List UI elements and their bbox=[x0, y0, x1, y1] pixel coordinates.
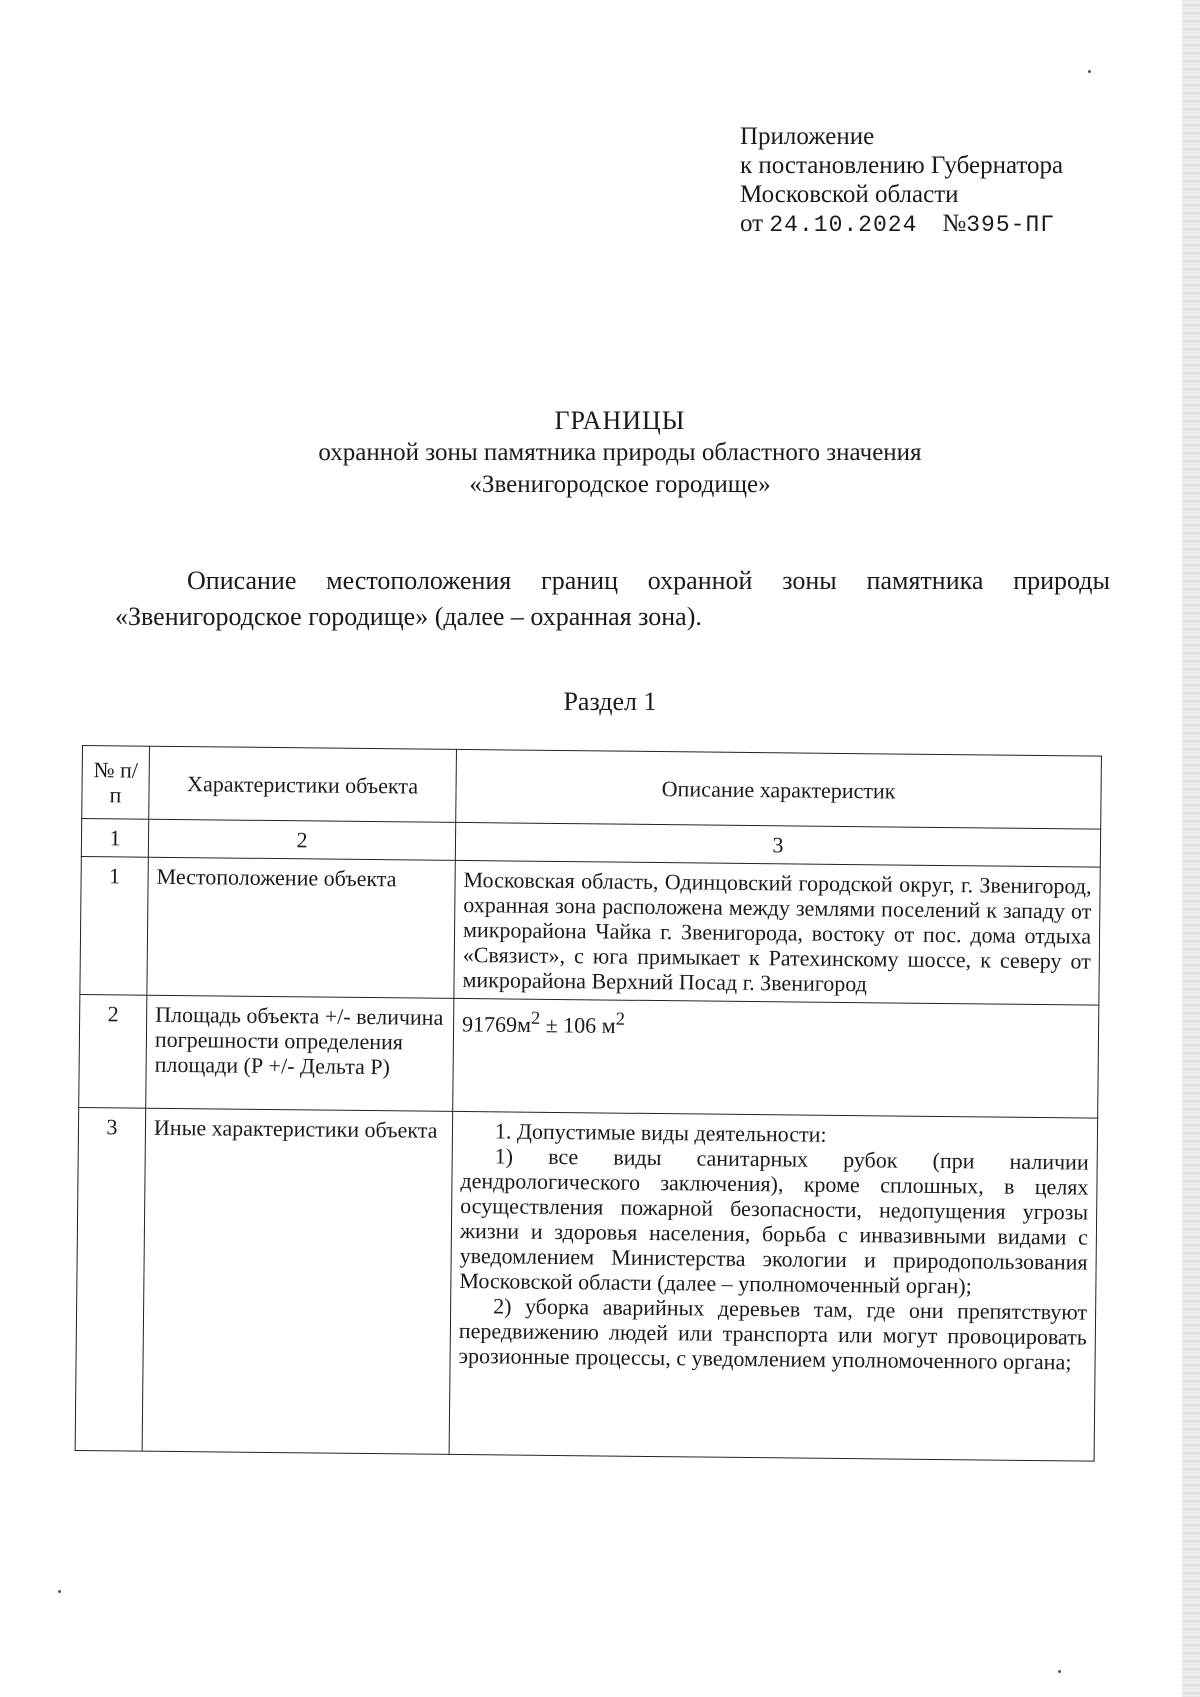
table-row bbox=[79, 994, 1099, 1118]
title-line-2: охранной зоны памятника природы областного значения bbox=[318, 439, 922, 466]
resolution-date: 24.10.2024 bbox=[769, 212, 918, 238]
row-characteristic: Иные характеристики объекта bbox=[142, 1108, 453, 1454]
activity-heading: 1. Допустимые виды деятельности: bbox=[494, 1118, 827, 1147]
document-title bbox=[0, 405, 1200, 501]
resolution-number: 395-ПГ bbox=[966, 212, 1056, 238]
row-description: Московская область, Одинцовский городской округ, г. Звенигород, охранная зона расположена между землями поселений к западу от микрорайона Чайка г. Звенигорода, востоку от пос. дома отдыха «Связист», с юга примыкает к Ратехинскому шоссе, к северу от микрорайона Верхний Посад г. Звенигород bbox=[454, 860, 1100, 1005]
activity-item-1: 1) все виды санитарных рубок (при наличии дендрологического заключения), кроме сплошных, в целях осуществления пожарной безопасности, недопущения угрозы жизни и здоровья населения, борьба с инвазивными видами с уведомлением Министерства экологии и природопользования Московской области (далее – уполномоченный орган); bbox=[459, 1143, 1089, 1299]
row-characteristic: Площадь объекта +/- величина погрешности определения площади (Р +/- Дельта Р) bbox=[146, 995, 454, 1111]
activity-item-2: 2) уборка аварийных деревьев там, где они препятствуют передвижению людей или транспорта или могут провоцировать эрозионные процессы, с уведомлением уполномоченного органа; bbox=[458, 1293, 1088, 1375]
column-number-2: 2 bbox=[148, 819, 455, 860]
area-value: 91769м bbox=[461, 1011, 532, 1038]
appendix-date-line bbox=[740, 209, 1140, 240]
scan-edge bbox=[1182, 0, 1200, 1697]
appendix-block bbox=[740, 122, 1140, 240]
column-number-3: 3 bbox=[455, 822, 1100, 867]
scan-speck bbox=[58, 1590, 61, 1593]
appendix-line-2: к постановлению Губернатора bbox=[740, 152, 1064, 179]
title-main: ГРАНИЦЫ bbox=[554, 406, 686, 435]
number-prefix: № bbox=[942, 210, 967, 237]
area-error: ± 106 м bbox=[540, 1012, 616, 1038]
title-line-3: «Звенигородское городище» bbox=[469, 471, 771, 498]
header-description: Описание характеристик bbox=[456, 749, 1102, 829]
header-characteristics: Характеристики объекта bbox=[149, 746, 457, 822]
section-title: Раздел 1 bbox=[563, 687, 657, 716]
area-error-power: 2 bbox=[615, 1008, 626, 1029]
table-header-row bbox=[82, 746, 1102, 830]
appendix-line-1: Приложение bbox=[740, 123, 875, 150]
row-num: 3 bbox=[75, 1107, 146, 1451]
area-unit-power: 2 bbox=[530, 1007, 541, 1028]
appendix-line-3: Московской области bbox=[740, 181, 959, 208]
row-num: 2 bbox=[79, 994, 147, 1108]
date-prefix: от bbox=[740, 210, 764, 237]
scan-speck bbox=[1088, 70, 1091, 73]
table-row bbox=[75, 1107, 1098, 1461]
characteristics-table bbox=[75, 745, 1102, 1462]
scan-speck bbox=[1058, 1670, 1061, 1673]
header-num: № п/п bbox=[82, 746, 150, 820]
description-paragraph: Описание местоположения границ охранной зоны памятника природы «Звенигородское городище» (далее – охранная зона). bbox=[115, 566, 1110, 631]
table-row bbox=[80, 856, 1100, 1005]
row-characteristic: Местоположение объекта bbox=[147, 857, 455, 998]
column-number-1: 1 bbox=[81, 819, 148, 858]
row-num: 1 bbox=[80, 856, 148, 995]
row-description bbox=[453, 998, 1099, 1118]
row-description bbox=[449, 1111, 1098, 1461]
